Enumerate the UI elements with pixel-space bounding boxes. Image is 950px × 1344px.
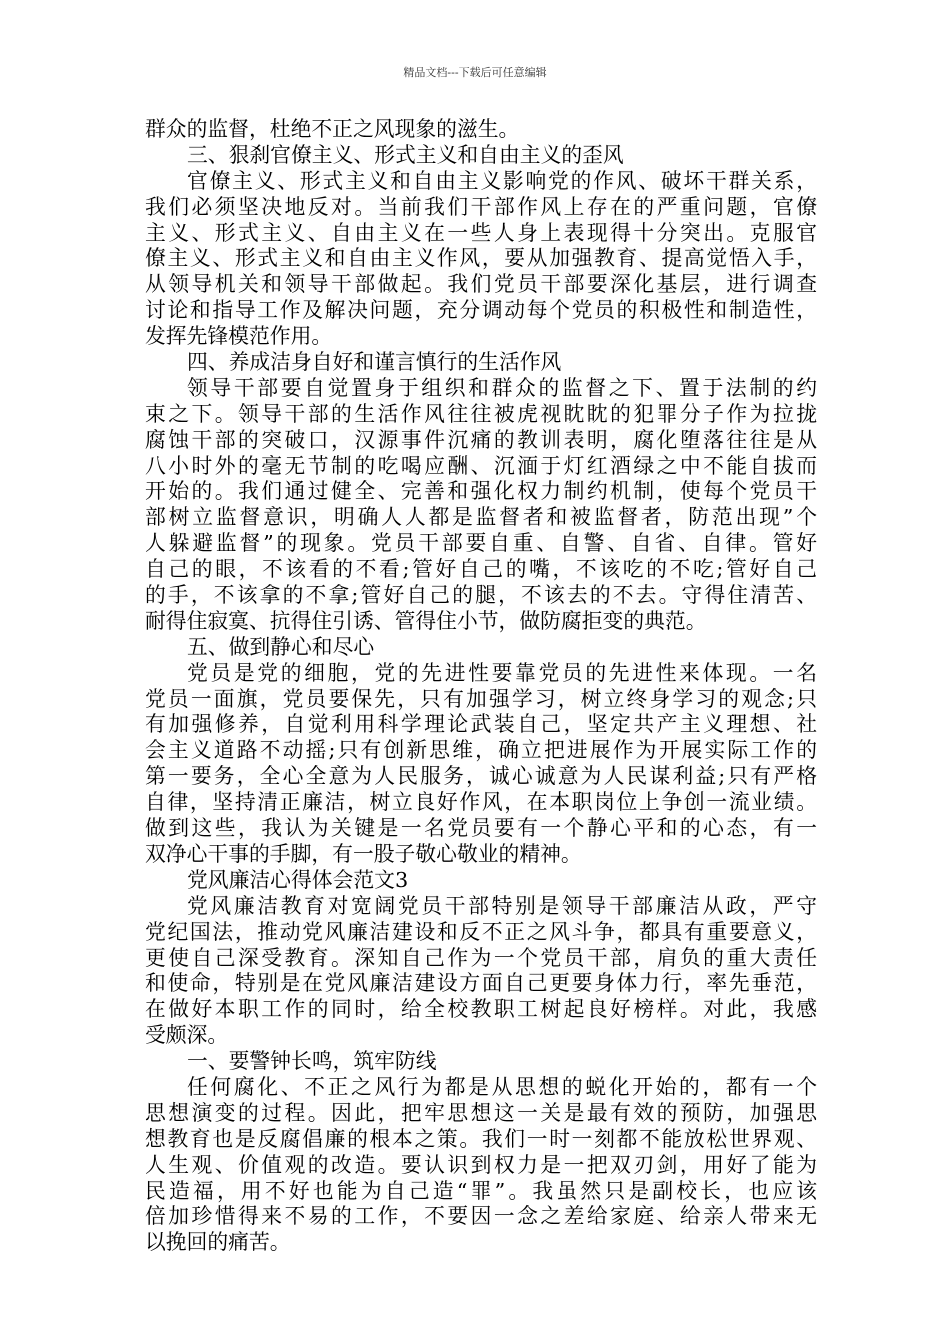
text-line: 主义、形式主义、自由主义在一些人身上表现得十分突出。克服官	[145, 220, 817, 245]
text-line: 做到这些，我认为关键是一名党员要有一个静心平和的心态，有一	[145, 816, 817, 841]
text-line: 僚主义、形式主义和自由主义作风，要从加强教育、提高觉悟入手，	[145, 246, 817, 271]
text-line: 受颇深。	[145, 1023, 229, 1048]
text-line: 我们必须坚决地反对。当前我们干部作风上存在的严重问题，官僚	[145, 194, 817, 219]
text-line: 人生观、价值观的改造。要认识到权力是一把双刃剑，用好了能为	[145, 1152, 817, 1177]
text-line: 更使自己深受教育。深知自己作为一个党员干部，肩负的重大责任	[145, 945, 817, 970]
text-line: 腐蚀干部的突破口，汉源事件沉痛的教训表明，腐化堕落往往是从	[145, 427, 817, 452]
text-line: 党纪国法，推动党风廉洁建设和反不正之风斗争，都具有重要意义，	[145, 919, 817, 944]
page-header: 精品文档---下载后可任意编辑	[403, 66, 547, 79]
text-line: 党员一面旗，党员要保先，只有加强学习，树立终身学习的观念;只	[145, 686, 817, 711]
text-line: 的手，不该拿的不拿;管好自己的腿，不该去的不去。守得住清苦、	[145, 583, 817, 608]
text-line: 思想演变的过程。因此，把牢思想这一关是最有效的预防，加强思	[145, 1100, 817, 1125]
text-line: 有加强修养，自觉利用科学理论武装自己，坚定共产主义理想、社	[145, 712, 817, 737]
text-line: 倍加珍惜得来不易的工作，不要因一念之差给家庭、给亲人带来无	[145, 1204, 817, 1229]
text-line: 党风廉洁教育对宽阔党员干部特别是领导干部廉洁从政，严守	[187, 893, 817, 918]
text-line: 发挥先锋模范作用。	[145, 324, 333, 349]
text-line: 四、养成洁身自好和谨言慎行的生活作风	[187, 350, 562, 375]
text-line: 五、做到静心和尽心	[187, 634, 375, 659]
text-line: 耐得住寂寞、抗得住引诱、管得住小节，做防腐拒变的典范。	[145, 608, 707, 633]
text-line: 一、要警钟长鸣，筑牢防线	[187, 1049, 437, 1074]
text-line: 讨论和指导工作及解决问题，充分调动每个党员的积极性和制造性，	[145, 298, 817, 323]
text-line: 从领导机关和领导干部做起。我们党员干部要深化基层，进行调查	[145, 272, 817, 297]
text-line: 开始的。我们通过健全、完善和强化权力制约机制，使每个党员干	[145, 479, 817, 504]
document-body	[145, 117, 817, 1256]
text-line: 人躲避监督”的现象。党员干部要自重、自警、自省、自律。管好	[145, 531, 817, 556]
text-line: 群众的监督，杜绝不正之风现象的滋生。	[145, 117, 520, 141]
text-line: 双净心干事的手脚，有一股子敬心敬业的精神。	[145, 841, 582, 866]
text-line: 党风廉洁心得体会范文3	[187, 867, 409, 892]
text-line: 想教育也是反腐倡廉的根本之策。我们一时一刻都不能放松世界观、	[145, 1126, 817, 1151]
text-line: 领导干部要自觉置身于组织和群众的监督之下、置于法制的约	[187, 375, 817, 400]
text-line: 自律，坚持清正廉洁，树立良好作风，在本职岗位上争创一流业绩。	[145, 790, 817, 815]
text-line: 民造福，用不好也能为自己造“罪”。我虽然只是副校长，也应该	[145, 1178, 817, 1203]
text-line: 任何腐化、不正之风行为都是从思想的蜕化开始的，都有一个	[187, 1074, 817, 1099]
text-line: 自己的眼，不该看的不看;管好自己的嘴，不该吃的不吃;管好自己	[145, 557, 817, 582]
text-line: 第一要务，全心全意为人民服务，诚心诚意为人民谋利益;只有严格	[145, 764, 817, 789]
text-line: 会主义道路不动摇;只有创新思维，确立把进展作为开展实际工作的	[145, 738, 817, 763]
text-line: 三、狠刹官僚主义、形式主义和自由主义的歪风	[187, 142, 624, 167]
text-line: 束之下。领导干部的生活作风往往被虎视眈眈的犯罪分子作为拉拢	[145, 401, 817, 426]
text-line: 在做好本职工作的同时，给全校教职工树起良好榜样。对此，我感	[145, 997, 817, 1022]
text-line: 部树立监督意识，明确人人都是监督者和被监督者，防范出现”个	[145, 505, 817, 530]
text-line: 和使命，特别是在党风廉洁建设方面自己更要身体力行，率先垂范，	[145, 971, 817, 996]
text-line: 党员是党的细胞，党的先进性要靠党员的先进性来体现。一名	[187, 660, 817, 685]
text-line: 官僚主义、形式主义和自由主义影响党的作风、破坏干群关系，	[187, 168, 817, 193]
text-line: 以挽回的痛苦。	[145, 1230, 291, 1255]
text-line: 八小时外的毫无节制的吃喝应酬、沉湎于灯红酒绿之中不能自拔而	[145, 453, 817, 478]
